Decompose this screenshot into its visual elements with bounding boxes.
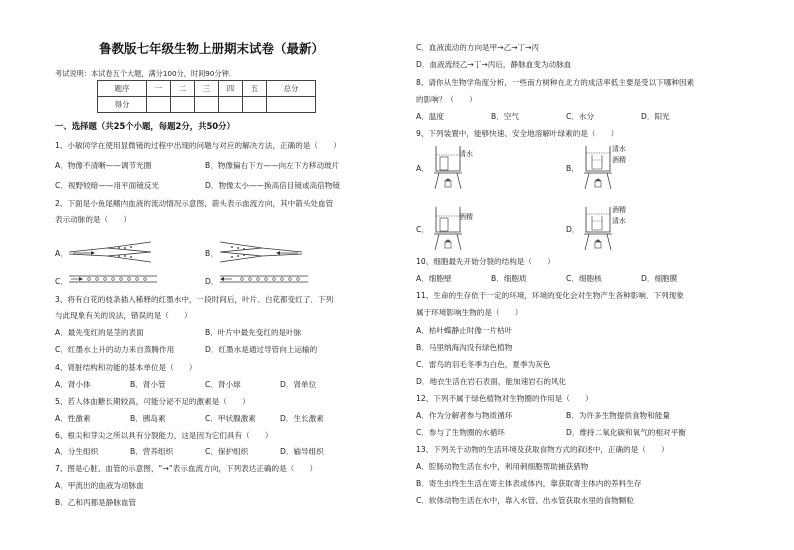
q12-option-a[interactable]: A．作为分解者参与物质循环 xyxy=(416,411,513,420)
q4-option-d[interactable]: D．肾单位 xyxy=(280,380,317,389)
score-cell[interactable] xyxy=(219,97,243,113)
q3-option-b[interactable]: B．叶片中最先变红的是叶脉 xyxy=(205,328,302,337)
q7-option-c[interactable]: C．血液流动的方向是甲→乙→丁→丙 xyxy=(416,43,540,52)
q9-option-c[interactable]: C． xyxy=(416,225,429,234)
question-5: 5、若人体血糖长期较高，可能分泌不足的激素是（ ） xyxy=(55,397,250,406)
question-13: 13、下列关于动物的生活环境及获取食物方式的叙述中，正确的是（ ） xyxy=(416,445,669,454)
question-9: 9、下列装置中，能够快速、安全地溶解叶绿素的是（ ） xyxy=(416,129,619,138)
section-heading: 一、选择题（共25个小题，每题2分，共50分） xyxy=(55,121,235,131)
q10-option-c[interactable]: C．细胞核 xyxy=(566,274,602,283)
q8-option-a[interactable]: A．温度 xyxy=(416,112,444,121)
q2-vessel-c-diagram xyxy=(67,273,159,285)
score-cell[interactable] xyxy=(243,97,267,113)
score-table-row-label: 得分 xyxy=(98,97,147,113)
question-11-line2: 属于环境影响生物的是（ ） xyxy=(416,308,523,317)
q12-option-d[interactable]: D．维持二氧化碳和氧气的相对平衡 xyxy=(566,428,686,437)
question-8-line1: 8、请你从生物学角度分析，一些南方树种在北方的成活率低主要是受以下哪种因素 xyxy=(416,78,695,87)
q9-option-a[interactable]: A． xyxy=(416,164,429,173)
q2-vessel-b-diagram xyxy=(218,240,304,264)
q9-a-liquid-label: 清水 xyxy=(459,150,473,158)
q9-apparatus-b-diagram xyxy=(582,143,616,191)
q7-option-a[interactable]: A．甲流出的血液为动脉血 xyxy=(55,481,144,490)
q2-option-b[interactable]: B． xyxy=(205,249,218,258)
q6-option-a[interactable]: A．分生组织 xyxy=(55,447,99,456)
q8-option-d[interactable]: D．阳光 xyxy=(641,112,670,121)
q5-option-b[interactable]: B．胰岛素 xyxy=(130,414,166,423)
q2-option-c[interactable]: C． xyxy=(55,277,68,286)
q9-apparatus-d-diagram xyxy=(582,204,616,252)
q10-option-a[interactable]: A．细胞壁 xyxy=(416,274,452,283)
question-6: 6、根尖和芽尖之所以具有分裂能力，这是因为它们具有（ ） xyxy=(55,431,273,440)
q13-option-c[interactable]: C．软体动物生活在水中，靠入水管、出水管获取水里的食物颗粒 xyxy=(416,496,634,505)
score-cell[interactable] xyxy=(267,97,316,113)
q11-option-b[interactable]: B．马里纳海沟没有绿色植物 xyxy=(416,343,513,352)
q1-option-c[interactable]: C．视野较暗——用平面镜反光 xyxy=(55,181,160,190)
question-3-line2: 与此现象有关的说法，错误的是（ ） xyxy=(55,311,192,320)
q9-option-b[interactable]: B． xyxy=(566,164,579,173)
q6-option-b[interactable]: B．营养组织 xyxy=(130,447,174,456)
score-table-header: 总分 xyxy=(267,81,316,97)
q6-option-d[interactable]: D．输导组织 xyxy=(280,447,324,456)
score-table-header: 题序 xyxy=(98,81,147,97)
q5-option-d[interactable]: D．生长激素 xyxy=(280,414,324,423)
q9-apparatus-c-diagram xyxy=(432,204,466,252)
question-10: 10、细胞最先开始分裂的结构是（ ） xyxy=(416,257,555,266)
q8-option-b[interactable]: B．空气 xyxy=(491,112,519,121)
q2-vessel-a-diagram xyxy=(67,240,153,264)
q13-option-b[interactable]: B．寄生虫终生生活在寄主体表或体内，靠获取寄主体内的养料生存 xyxy=(416,479,642,488)
question-2-line2: 表示动脉的是（ ） xyxy=(55,215,131,224)
q12-option-b[interactable]: B．为许多生物提供食物和能量 xyxy=(566,411,670,420)
score-table-header: 四 xyxy=(219,81,243,97)
q1-option-b[interactable]: B．物像偏右下方——向左下方移动玻片 xyxy=(205,161,340,170)
q9-b-inner-liquid-label: 酒精 xyxy=(612,156,626,164)
q4-option-b[interactable]: B．肾小管 xyxy=(130,380,166,389)
score-table-header: 二 xyxy=(171,81,195,97)
score-table-header: 一 xyxy=(147,81,171,97)
q11-option-c[interactable]: C．雷鸟的羽毛冬季为白色，夏季为灰色 xyxy=(416,360,551,369)
q9-b-outer-liquid-label: 清水 xyxy=(612,145,626,153)
q12-option-c[interactable]: C．参与了生物圈的水循环 xyxy=(416,428,505,437)
question-2-line1: 2、下面是小鱼尾鳍内血液的流动情况示意图，箭头表示血流方向，其中箭头处血管 xyxy=(55,199,334,208)
page-title: 鲁教版七年级生物上册期末试卷（最新） xyxy=(99,41,325,56)
question-4: 4、肾脏结构和功能的基本单位是（ ） xyxy=(55,363,197,372)
q3-option-a[interactable]: A．最先变红的是茎的表面 xyxy=(55,328,144,337)
score-cell[interactable] xyxy=(147,97,171,113)
q10-option-b[interactable]: B．细胞质 xyxy=(491,274,527,283)
q5-option-c[interactable]: C．甲状腺激素 xyxy=(205,414,256,423)
score-table-header: 三 xyxy=(195,81,219,97)
q9-c-liquid-label: 酒精 xyxy=(459,213,473,221)
score-cell[interactable] xyxy=(195,97,219,113)
q4-option-c[interactable]: C．肾小球 xyxy=(205,380,241,389)
q6-option-c[interactable]: C．保护组织 xyxy=(205,447,249,456)
q1-option-a[interactable]: A．物像不清晰——调节光圈 xyxy=(55,161,152,170)
q4-option-a[interactable]: A．肾小体 xyxy=(55,380,91,389)
q2-vessel-d-diagram xyxy=(218,273,310,285)
q1-option-d[interactable]: D．物像太小——换高倍目镜或高倍物镜 xyxy=(205,181,340,190)
q9-option-d[interactable]: D． xyxy=(566,225,580,234)
q9-d-outer-liquid-label: 酒精 xyxy=(612,206,626,214)
score-cell[interactable] xyxy=(171,97,195,113)
q7-option-b[interactable]: B．乙和丙都是静脉血管 xyxy=(55,498,137,507)
question-1: 1、小敏同学在使用显微镜的过程中出现的问题与对应的解决方法，正确的是（ ） xyxy=(55,141,341,150)
q13-option-a[interactable]: A．腔肠动物生活在水中，利用刺细胞帮助捕获猎物 xyxy=(416,462,589,471)
q7-option-d[interactable]: D．血液流经乙→丁→丙后，静脉血变为动脉血 xyxy=(416,60,572,69)
q10-option-d[interactable]: D．细胞膜 xyxy=(641,274,678,283)
question-12: 12、下列不属于绿色植物对生物圈的作用是（ ） xyxy=(416,394,593,403)
q11-option-d[interactable]: D．地衣生活在岩石表面，能加速岩石的风化 xyxy=(416,377,567,386)
q8-option-c[interactable]: C．水分 xyxy=(566,112,595,121)
question-8-line2: 的影响？（ ） xyxy=(416,95,477,104)
question-7: 7、图是心脏、血管的示意图，“→”表示血流方向，下列表达正确的是（ ） xyxy=(55,464,318,473)
q9-d-inner-liquid-label: 清水 xyxy=(612,217,626,225)
question-3-line1: 3、将有白花的枝条插入稀释的红墨水中，一段时间后，叶片、白花都变红了．下列 xyxy=(55,295,334,304)
score-table xyxy=(97,80,316,113)
question-11-line1: 11、生命的生存依于一定的环境，环境的变化会对生物产生各种影响．下列现象 xyxy=(416,291,684,300)
exam-instructions: 考试说明：本试卷五个大题，满分100分，时间90分钟. xyxy=(55,69,232,78)
q3-option-c[interactable]: C．红墨水上升的动力来自蒸腾作用 xyxy=(55,345,175,354)
q2-option-d[interactable]: D． xyxy=(205,277,219,286)
q5-option-a[interactable]: A．性激素 xyxy=(55,414,91,423)
q11-option-a[interactable]: A．枯叶蝶静止时像一片枯叶 xyxy=(416,326,513,335)
score-table-header: 五 xyxy=(243,81,267,97)
q2-option-a[interactable]: A． xyxy=(55,249,68,258)
q3-option-d[interactable]: D．红墨水是通过导管向上运输的 xyxy=(205,345,318,354)
